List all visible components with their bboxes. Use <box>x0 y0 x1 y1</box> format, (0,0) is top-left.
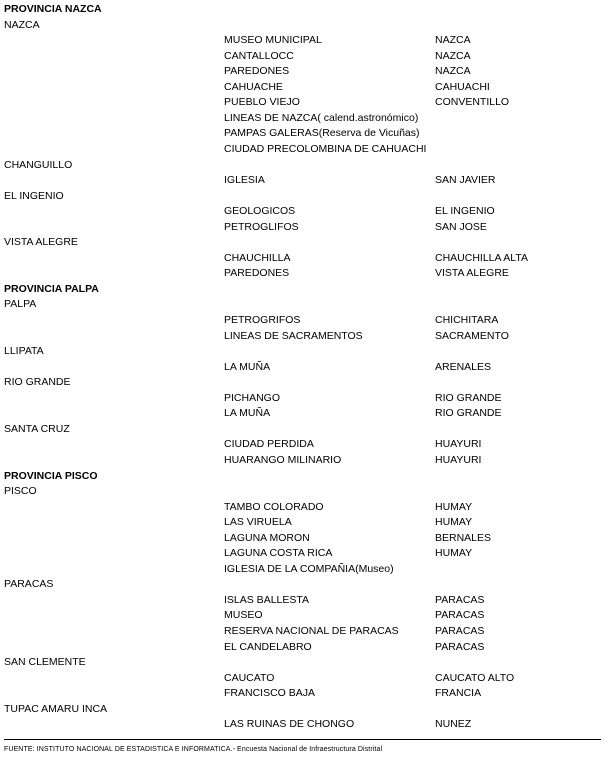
site-name: ISLAS BALLESTA <box>224 593 310 606</box>
province-name: PROVINCIA NAZCA <box>4 3 102 15</box>
site-row <box>0 531 614 546</box>
district-name: CHANGUILLO <box>4 158 73 171</box>
site-row <box>0 500 614 515</box>
district-row <box>0 484 614 499</box>
site-name: LAS RUINAS DE CHONGO <box>224 718 355 731</box>
district-row <box>0 577 614 592</box>
district-row <box>0 235 614 250</box>
site-row <box>0 142 614 157</box>
site-row <box>0 204 614 219</box>
site-name: PETROGLIFOS <box>224 220 299 233</box>
locality-name: NAZCA <box>435 65 471 78</box>
locality-name: RIO GRANDE <box>435 391 502 404</box>
locality-name: ARENALES <box>435 360 492 373</box>
district-row <box>0 158 614 173</box>
locality-name: HUMAY <box>435 516 473 529</box>
site-name: LAS VIRUELA <box>224 516 292 529</box>
site-name: CIUDAD PERDIDA <box>224 438 314 451</box>
province-name: PROVINCIA PISCO <box>4 469 98 482</box>
locality-name: HUAYURI <box>435 438 482 451</box>
district-row <box>0 422 614 437</box>
district-row <box>0 297 614 312</box>
site-name: PAMPAS GALERAS(Reserva de Vicuñas) <box>224 127 420 140</box>
site-row <box>0 80 614 95</box>
locality-name: PARACAS <box>435 640 485 653</box>
province-name: PROVINCIA PALPA <box>4 282 99 295</box>
site-name: LA MUÑA <box>224 360 271 373</box>
site-row <box>0 546 614 561</box>
site-row <box>0 608 614 623</box>
site-name: EL CANDELABRO <box>224 640 312 653</box>
locality-name: PARACAS <box>435 625 485 637</box>
district-row <box>0 18 614 33</box>
site-name: MUSEO <box>224 609 263 622</box>
locality-name: SAN JOSE <box>435 220 487 233</box>
site-row <box>0 671 614 686</box>
site-row <box>0 624 614 639</box>
district-row <box>0 375 614 390</box>
province-heading <box>0 469 614 484</box>
site-row <box>0 391 614 406</box>
locality-name: CHICHITARA <box>435 314 499 326</box>
district-name: PARACAS <box>4 578 54 591</box>
locality-name: NUNEZ <box>435 718 472 731</box>
district-name: EL INGENIO <box>4 189 64 202</box>
district-name: SAN CLEMENTE <box>4 656 86 669</box>
locality-name: VISTA ALEGRE <box>435 267 509 280</box>
site-name: CAUCATO <box>224 671 275 684</box>
site-row <box>0 126 614 141</box>
locality-name: HUAYURI <box>435 453 482 466</box>
site-name: PETROGRIFOS <box>224 314 301 326</box>
site-name: CAHUACHE <box>224 80 283 93</box>
site-row <box>0 406 614 421</box>
site-row <box>0 360 614 375</box>
site-row <box>0 33 614 48</box>
locality-name: PARACAS <box>435 609 485 622</box>
site-row <box>0 111 614 126</box>
district-name: PISCO <box>4 485 37 498</box>
site-name: IGLESIA <box>224 174 265 187</box>
locality-name: CAUCATO ALTO <box>435 671 515 684</box>
source-footnote: FUENTE: INSTITUTO NACIONAL DE ESTADISTICA E INFORMATICA.- Encuesta Nacional de Infraestructura Distrital <box>4 746 383 753</box>
site-row <box>0 562 614 577</box>
site-row <box>0 49 614 64</box>
site-row <box>0 515 614 530</box>
site-name: LINEAS DE NAZCA( calend.astronómico) <box>224 111 419 124</box>
site-row <box>0 251 614 266</box>
footer-rule <box>4 739 601 740</box>
site-name: PAREDONES <box>224 267 290 280</box>
site-name: GEOLOGICOS <box>224 205 296 218</box>
district-name: NAZCA <box>4 18 40 31</box>
site-name: CANTALLOCC <box>224 49 294 62</box>
site-row <box>0 640 614 655</box>
locality-name: PARACAS <box>435 593 485 606</box>
site-row <box>0 64 614 79</box>
locality-name: CONVENTILLO <box>435 96 510 109</box>
district-name: TUPAC AMARU INCA <box>4 702 108 715</box>
site-row <box>0 313 614 328</box>
site-row <box>0 453 614 468</box>
site-row <box>0 266 614 281</box>
site-row <box>0 593 614 608</box>
locality-name: CAHUACHI <box>435 80 490 93</box>
site-name: LAGUNA MORON <box>224 531 310 544</box>
locality-name: NAZCA <box>435 34 471 47</box>
site-name: IGLESIA DE LA COMPAÑIA(Museo) <box>224 562 394 575</box>
district-row <box>0 344 614 359</box>
district-name: VISTA ALEGRE <box>4 236 78 249</box>
locality-name: SAN JAVIER <box>435 174 496 187</box>
district-name: LLIPATA <box>4 345 44 358</box>
site-name: RESERVA NACIONAL DE PARACAS <box>224 625 399 637</box>
site-name: HUARANGO MILINARIO <box>224 453 342 466</box>
district-row <box>0 655 614 670</box>
site-row <box>0 95 614 110</box>
site-name: CIUDAD PRECOLOMBINA DE CAHUACHI <box>224 142 427 155</box>
province-heading <box>0 2 614 17</box>
site-row <box>0 173 614 188</box>
locality-name: EL INGENIO <box>435 205 495 218</box>
locality-name: SACRAMENTO <box>435 329 509 342</box>
district-name: RIO GRANDE <box>4 376 71 389</box>
locality-name: HUMAY <box>435 547 473 560</box>
site-name: LAGUNA COSTA RICA <box>224 547 333 560</box>
site-name: MUSEO MUNICIPAL <box>224 34 322 47</box>
site-name: TAMBO COLORADO <box>224 500 324 513</box>
district-name: PALPA <box>4 298 37 311</box>
site-name: LINEAS DE SACRAMENTOS <box>224 329 363 342</box>
site-row <box>0 437 614 452</box>
locality-name: CHAUCHILLA ALTA <box>435 251 528 264</box>
locality-name: FRANCIA <box>435 687 482 700</box>
province-heading <box>0 282 614 297</box>
district-name: SANTA CRUZ <box>4 422 70 435</box>
site-name: PUEBLO VIEJO <box>224 96 300 109</box>
site-name: PAREDONES <box>224 65 290 78</box>
site-name: PICHANGO <box>224 391 281 404</box>
district-row <box>0 702 614 717</box>
district-row <box>0 189 614 204</box>
locality-name: RIO GRANDE <box>435 407 502 420</box>
site-name: FRANCISCO BAJA <box>224 687 316 700</box>
site-name: CHAUCHILLA <box>224 251 291 264</box>
site-row <box>0 329 614 344</box>
site-row <box>0 686 614 701</box>
site-row <box>0 220 614 235</box>
locality-name: HUMAY <box>435 500 473 513</box>
site-row <box>0 717 614 732</box>
locality-name: BERNALES <box>435 531 492 544</box>
locality-name: NAZCA <box>435 49 471 62</box>
site-name: LA MUÑA <box>224 407 271 420</box>
